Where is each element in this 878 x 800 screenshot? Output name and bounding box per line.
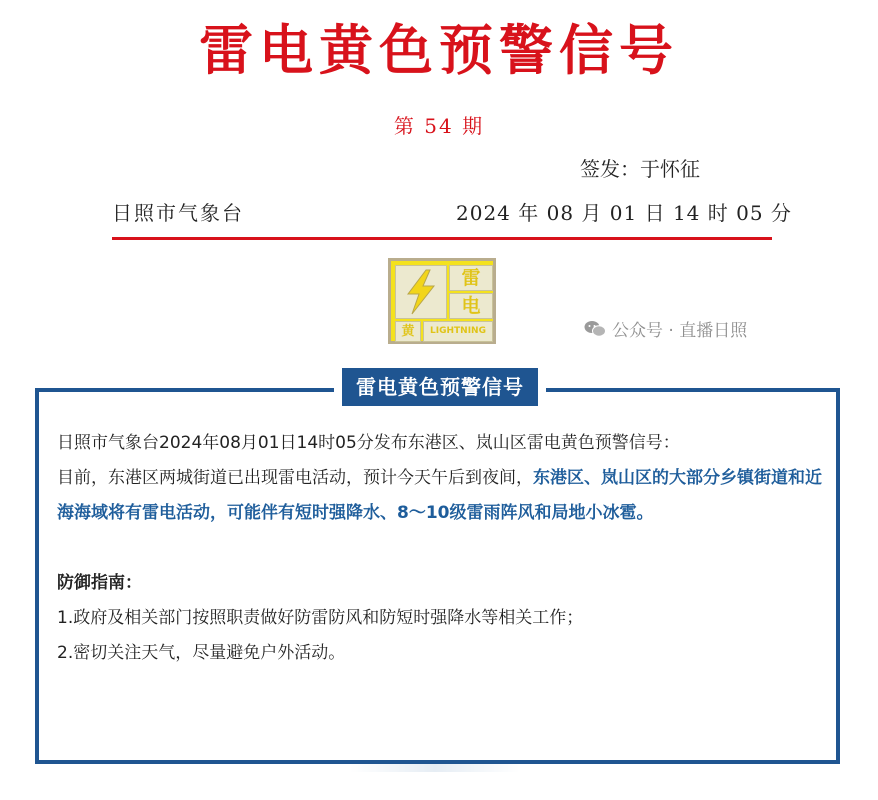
guide-item-2: 2.密切关注天气，尽量避免户外活动。 (57, 643, 346, 663)
lightning-signal-icon (388, 258, 496, 344)
issue-datetime: 2024 年 08 月 01 日 14 时 05 分 (456, 201, 792, 225)
lightning-bolt-icon (395, 265, 447, 319)
watermark-text: 公众号 · 直播日照 (612, 321, 748, 341)
signer: 签发：于怀征 (580, 157, 700, 181)
warning-announcement: 日照市气象台2024年08月01日14时05分发布东港区、岚山区雷电黄色预警信号： (57, 433, 680, 453)
bottom-decoration (350, 764, 520, 772)
signal-color-char: 黄 (395, 321, 421, 342)
issue-number: 第 54 期 (393, 114, 485, 138)
guide-item-1: 1.政府及相关部门按照职责做好防雷防风和防短时强降水等相关工作； (57, 608, 584, 628)
box-title: 雷电黄色预警信号 (342, 368, 538, 406)
guide-heading: 防御指南： (57, 573, 142, 593)
warning-detail (57, 461, 829, 531)
signal-char-2: 电 (449, 293, 493, 319)
warning-detail-highlight: 东港区、岚山区的大部分乡镇街道和近海海域将有雷电活动，可能伴有短时强降水、8～10级雷雨阵风和局地小冰雹。 (57, 468, 822, 523)
signal-char-1: 雷 (449, 265, 493, 291)
red-divider (112, 237, 772, 240)
wechat-icon (584, 320, 606, 338)
warning-detail-plain: 目前，东港区两城街道已出现雷电活动，预计今天午后到夜间， (57, 468, 533, 488)
issuing-agency: 日照市气象台 (112, 201, 244, 225)
watermark (584, 316, 747, 341)
warning-body (57, 426, 829, 671)
signal-english-label: LIGHTNING (423, 321, 493, 342)
page-title: 雷电黄色预警信号 (199, 18, 679, 82)
